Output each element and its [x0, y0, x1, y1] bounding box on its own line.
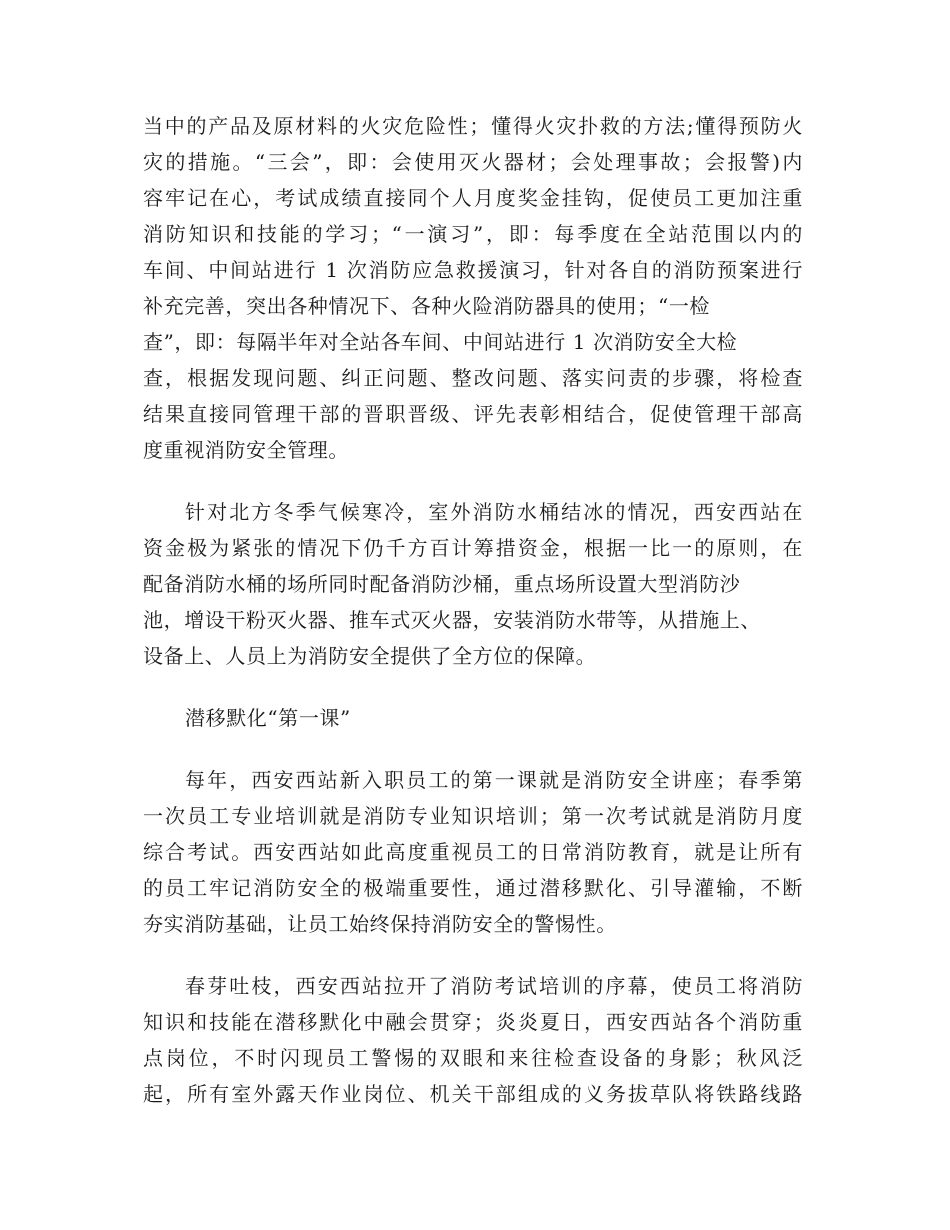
text-line: 针对北方冬季气候寒冷，室外消防水桶结冰的情况，西安西站在	[185, 500, 803, 524]
paragraph-spacer	[143, 674, 803, 700]
text-line: 配备消防水桶的场所同时配备消防沙桶，重点场所设置大型消防沙	[143, 572, 741, 596]
text-line: 车间、中间站进行 1 次消防应急救援演习，针对各自的消防预案进行	[143, 258, 803, 282]
text-line: 池，增设干粉灭火器、推车式灭火器，安装消防水带等，从措施上、	[143, 608, 761, 632]
paragraph-spacer	[143, 468, 803, 494]
text-line: 每年，西安西站新入职员工的第一课就是消防安全讲座；春季第	[185, 768, 803, 792]
text-line: 资金极为紧张的情况下仍千方百计筹措资金，根据一比一的原则，在	[143, 536, 803, 560]
paragraph-spacer	[143, 942, 803, 968]
text-line: 结果直接同管理干部的晋职晋级、评先表彰相结合，促使管理干部高	[143, 402, 803, 426]
text-line: 点岗位，不时闪现员工警惕的双眼和来往检查设备的身影；秋风泛	[143, 1046, 803, 1070]
paragraph-seasons	[143, 968, 803, 1112]
text-line: 补充完善，突出各种情况下、各种火险消防器具的使用；“一检	[143, 294, 711, 318]
text-line: 起，所有室外露天作业岗位、机关干部组成的义务拔草队将铁路线路	[143, 1082, 803, 1106]
paragraph-first-lesson	[143, 762, 803, 942]
section-heading	[143, 700, 803, 736]
text-line: 灾的措施。“三会”，即：会使用灭火器材；会处理事故；会报警)内	[143, 150, 803, 174]
text-line: 综合考试。西安西站如此高度重视员工的日常消防教育，就是让所有	[143, 840, 803, 864]
paragraph-winter-equipment	[143, 494, 803, 674]
text-line: 夯实消防基础，让员工始终保持消防安全的警惕性。	[143, 912, 617, 936]
text-line: 消防知识和技能的学习；“一演习”，即：每季度在全站范围以内的	[143, 222, 803, 246]
text-line: 当中的产品及原材料的火灾危险性；懂得火灾扑救的方法;懂得预防火	[143, 114, 803, 138]
text-line: 容牢记在心，考试成绩直接同个人月度奖金挂钩，促使员工更加注重	[143, 186, 803, 210]
text-line: 的员工牢记消防安全的极端重要性，通过潜移默化、引导灌输，不断	[143, 876, 803, 900]
text-line: 一次员工专业培训就是消防专业知识培训；第一次考试就是消防月度	[143, 804, 803, 828]
paragraph-spacer	[143, 736, 803, 762]
heading-text: 潜移默化“第一课”	[185, 706, 351, 730]
text-line: 设备上、人员上为消防安全提供了全方位的保障。	[143, 644, 597, 668]
text-line: 春芽吐枝，西安西站拉开了消防考试培训的序幕，使员工将消防	[185, 974, 803, 998]
paragraph-fire-training-rules	[143, 108, 803, 468]
text-line: 查”，即：每隔半年对全站各车间、中间站进行 1 次消防安全大检	[143, 330, 738, 354]
text-line: 查，根据发现问题、纠正问题、整改问题、落实问责的步骤，将检查	[143, 366, 803, 390]
text-line: 知识和技能在潜移默化中融会贯穿；炎炎夏日，西安西站各个消防重	[143, 1010, 803, 1034]
text-line: 度重视消防安全管理。	[143, 438, 349, 462]
document-body	[143, 108, 803, 1112]
